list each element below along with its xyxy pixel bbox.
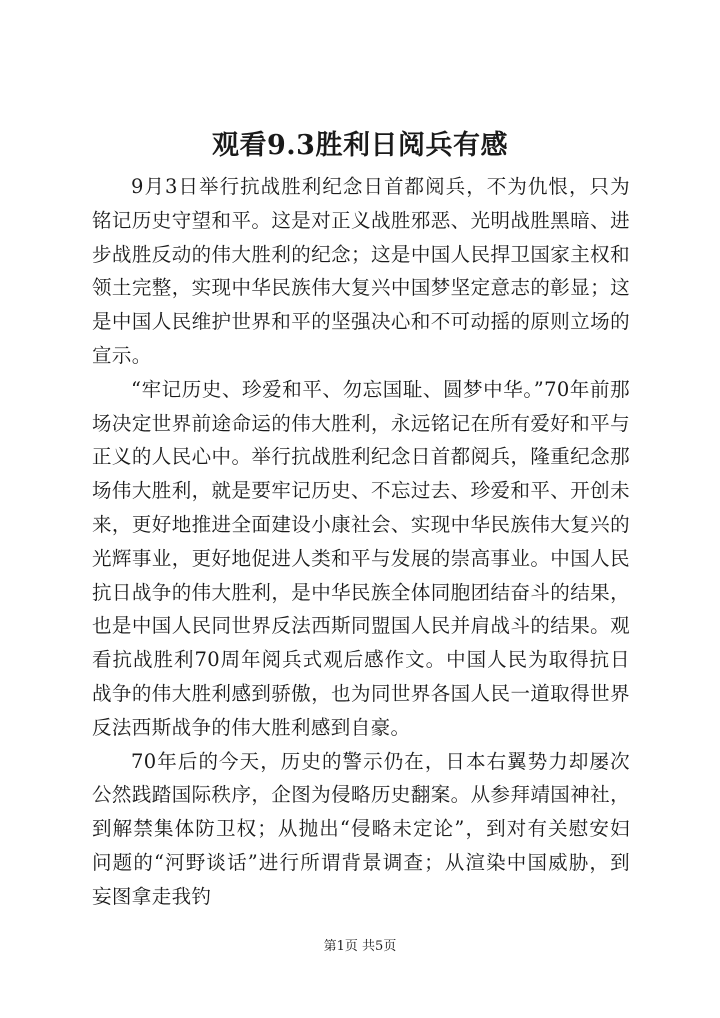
paragraph-2: “牢记历史、珍爱和平、勿忘国耻、圆梦中华。”70年前那场决定世界前途命运的伟大胜利，永远铭记在所有爱好和平与正义的人民心中。举行抗战胜利纪念日首都阅兵，隆重纪念那场伟大胜利，就是要牢记历史、不忘过去、珍爱和平、开创未来，更好地推进全面建设小康社会、实现中华民族伟大复兴的光辉事业，更好地促进人类和平与发展的崇高事业。中国人民抗日战争的伟大胜利，是中华民族全体同胞团结奋斗的结果，也是中国人民同世界反法西斯同盟国人民并肩战斗的结果。观看抗战胜利70周年阅兵式观后感作文。中国人民为取得抗日战争的伟大胜利感到骄傲，也为同世界各国人民一道取得世界反法西斯战争的伟大胜利感到自豪。	[92, 377, 630, 739]
paragraph-1: 9月3日举行抗战胜利纪念日首都阅兵，不为仇恨，只为铭记历史守望和平。这是对正义战胜邪恶、光明战胜黑暗、进步战胜反动的伟大胜利的纪念；这是中国人民捍卫国家主权和领土完整，实现中华民族伟大复兴中国梦坚定意志的彰显；这是中国人民维护世界和平的坚强决心和不可动摇的原则立场的宣示。	[92, 175, 630, 367]
document-body	[92, 170, 630, 914]
document-title: 观看9.3胜利日阅兵有感	[212, 130, 508, 161]
page-footer: 第1页 共5页	[323, 939, 397, 954]
paragraph-3: 70年后的今天，历史的警示仍在，日本右翼势力却屡次公然践踏国际秩序，企图为侵略历史翻案。从参拜靖国神社，到解禁集体防卫权；从抛出“侵略未定论”，到对有关慰安妇问题的“河野谈话”进行所谓背景调查；从渲染中国威胁，到妄图拿走我钓	[92, 749, 630, 908]
